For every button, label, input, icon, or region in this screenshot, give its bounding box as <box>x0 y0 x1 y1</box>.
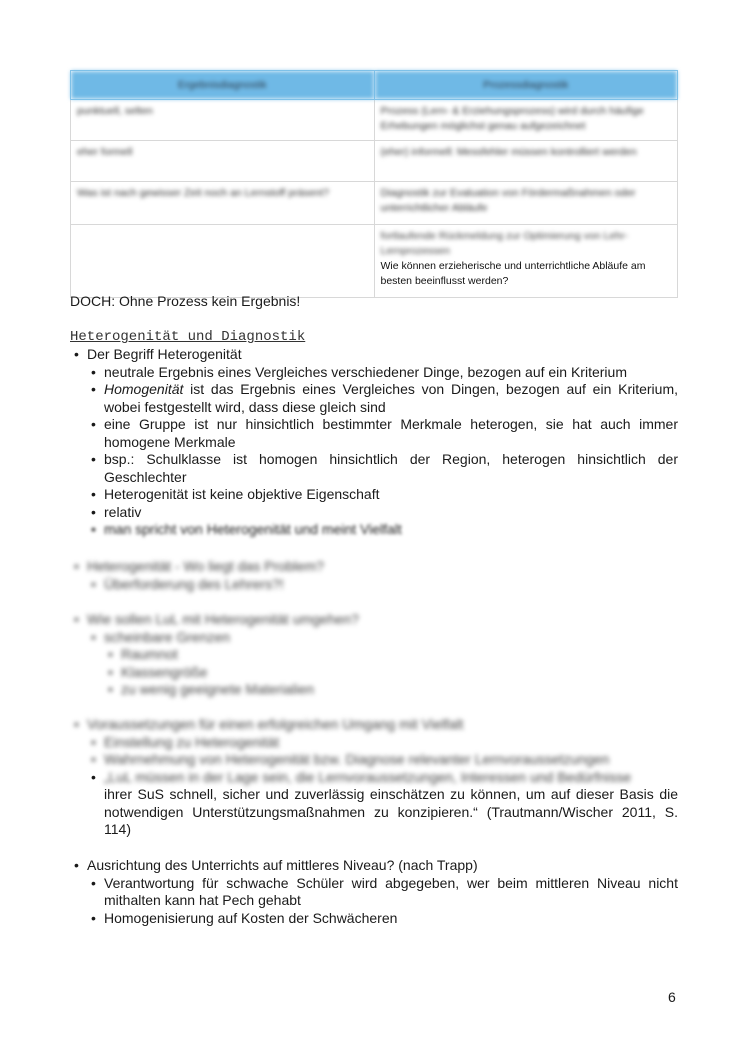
voraus-title: Voraussetzungen für einen erfolgreichen Umgang mit Vielfalt <box>87 716 464 732</box>
list-item: • neutrale Ergebnis eines Vergleiches verschiedener Dinge, bezogen auf ein Kriterium <box>104 364 678 382</box>
list-item <box>87 558 678 593</box>
table-row <box>71 225 678 298</box>
umgang-section <box>70 611 678 699</box>
table-cell: Diagnostik zur Evaluation von Fördermaßnahmen oder unterrichtlicher Abläufe <box>374 182 678 225</box>
list-item: • Heterogenität ist keine objektive Eigenschaft <box>104 486 678 504</box>
list-item <box>87 611 678 699</box>
begriff-section <box>70 346 678 539</box>
table-cell: (eher) informell: Messfehler müssen kontrolliert werden <box>374 141 678 182</box>
list-item: • Klassengröße <box>121 664 678 682</box>
list-item: • Verantwortung für schwache Schüler wird abgegeben, wer beim mittleren Niveau nicht mithalten kann hat Pech gehabt <box>104 875 678 910</box>
list-item: • Überforderung des Lehrers?! <box>104 576 678 594</box>
list-item: • eine Gruppe ist nur hinsichtlich bestimmter Merkmale heterogen, sie hat auch immer homogene Merkmale <box>104 416 678 451</box>
list-item <box>87 346 678 539</box>
page-number: 6 <box>668 989 676 1005</box>
homogen-word: Homogenität <box>104 381 184 397</box>
list-item: • Raumnot <box>121 646 678 664</box>
table-cell: punktuell, selten <box>71 100 375 141</box>
table-header-ergebnis: Ergebnisdiagnostik <box>71 71 375 100</box>
doch-line: DOCH: Ohne Prozess kein Ergebnis! <box>70 293 301 309</box>
list-item <box>104 381 678 416</box>
table-cell-blurred: fortlaufende Rückmeldung zur Optimierung von Lehr-Lernprozessen <box>380 230 628 257</box>
section-heading: Heterogenität und Diagnostik <box>70 329 306 345</box>
table-row <box>71 182 678 225</box>
list-item-quote <box>104 769 678 839</box>
list-item <box>87 857 678 927</box>
problem-section <box>70 558 678 593</box>
homogen-text: ist das Ergebnis eines Vergleiches von Dingen, bezogen auf ein Kriterium, wobei festgestellt wird, dass diese gleich sind <box>104 381 679 415</box>
quote-clear: ihrer SuS schnell, sicher und zuverlässig einschätzen zu können, um auf dieser Basis die notwendigen Unterstützungsmaßnahmen zu konzipieren.“ (Trautmann/Wischer 2011, S. 114) <box>104 786 678 837</box>
niveau-section <box>70 857 678 927</box>
list-item: • Homogenisierung auf Kosten der Schwächeren <box>104 910 678 928</box>
list-item: • zu wenig geeignete Materialien <box>121 681 678 699</box>
list-item: • man spricht von Heterogenität und meint Vielfalt <box>104 521 678 539</box>
table-cell: eher formell <box>71 141 375 182</box>
list-item: • Einstellung zu Heterogenität <box>104 734 678 752</box>
voraus-section <box>70 716 678 839</box>
table-cell: Prozess (Lern- & Erziehungsprozess) wird durch häufige Erhebungen möglichst genau aufgezeichnet <box>374 100 678 141</box>
table-header-prozess: Prozessdiagnostik <box>374 71 678 100</box>
diagnostics-comparison-table <box>70 70 678 298</box>
table-cell <box>71 225 375 298</box>
table-row <box>71 100 678 141</box>
umgang-sub: scheinbare Grenzen <box>104 628 231 645</box>
table-cell-question: Wie können erzieherische und unterrichtliche Abläufe am besten beeinflusst werden? <box>380 260 646 287</box>
niveau-title: Ausrichtung des Unterrichts auf mittleres Niveau? (nach Trapp) <box>87 857 478 873</box>
list-item: • relativ <box>104 504 678 522</box>
table-cell-last <box>374 225 678 298</box>
table-row <box>71 141 678 182</box>
list-item <box>87 716 678 734</box>
table-cell: Was ist nach gewisser Zeit noch an Lernstoff präsent? <box>71 182 375 225</box>
umgang-title: Wie sollen LuL mit Heterogenität umgehen? <box>87 611 359 627</box>
list-item: • Wahrnehmung von Heterogenität bzw. Diagnose relevanter Lernvoraussetzungen <box>104 751 678 769</box>
begriff-title: Der Begriff Heterogenität <box>87 346 242 362</box>
list-item: • bsp.: Schulklasse ist homogen hinsichtlich der Region, heterogen hinsichtlich der Geschlechter <box>104 451 678 486</box>
list-item <box>104 629 678 699</box>
problem-title: Heterogenität - Wo liegt das Problem? <box>87 558 325 574</box>
quote-blurred: • „LuL müssen in der Lage sein, die Lernvoraussetzungen, Interessen und Bedürfnisse <box>104 768 632 785</box>
